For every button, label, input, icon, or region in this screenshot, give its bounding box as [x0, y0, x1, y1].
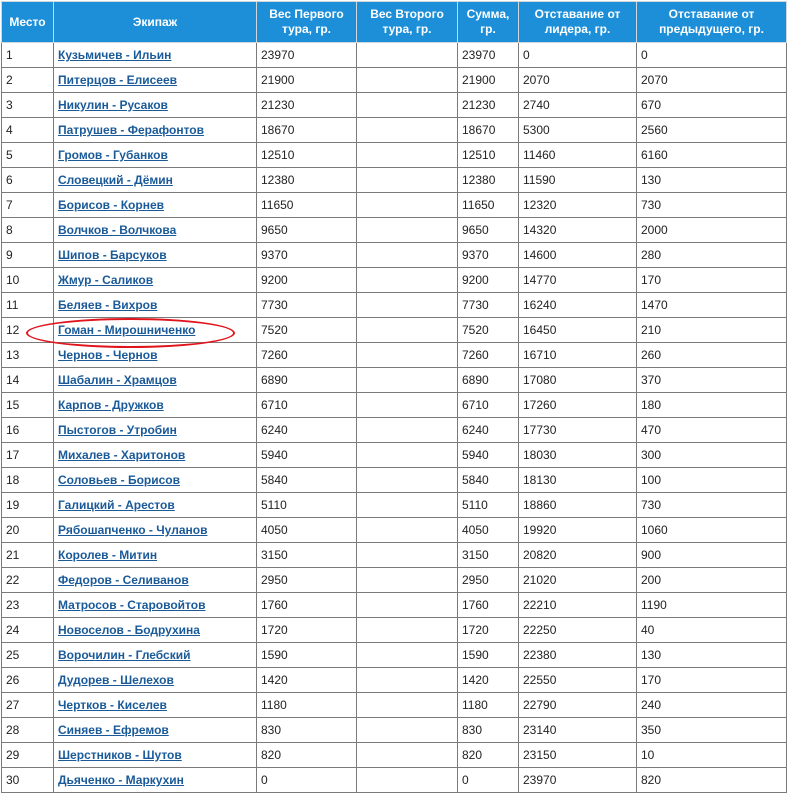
cell-weight-round-1: 3150 — [257, 543, 357, 568]
cell-gap-previous: 100 — [637, 468, 787, 493]
header-sum: Сумма, гр. — [458, 2, 519, 43]
cell-weight-round-1: 21900 — [257, 68, 357, 93]
cell-sum: 1420 — [458, 668, 519, 693]
cell-gap-previous: 10 — [637, 743, 787, 768]
table-row — [2, 318, 787, 343]
cell-weight-round-1: 820 — [257, 743, 357, 768]
cell-sum: 6890 — [458, 368, 519, 393]
cell-gap-previous: 1060 — [637, 518, 787, 543]
cell-weight-round-1: 830 — [257, 718, 357, 743]
cell-weight-round-1: 1590 — [257, 643, 357, 668]
crew-link[interactable]: Гоман - Мирошниченко — [58, 323, 196, 337]
crew-link[interactable]: Михалев - Харитонов — [58, 448, 186, 462]
crew-link[interactable]: Чернов - Чернов — [58, 348, 158, 362]
cell-sum: 21900 — [458, 68, 519, 93]
crew-link[interactable]: Новоселов - Бодрухина — [58, 623, 200, 637]
cell-crew — [54, 193, 257, 218]
cell-crew — [54, 118, 257, 143]
table-row — [2, 743, 787, 768]
cell-gap-previous: 370 — [637, 368, 787, 393]
results-table-container — [1, 1, 786, 793]
table-row — [2, 493, 787, 518]
cell-weight-round-2 — [357, 193, 458, 218]
table-row — [2, 543, 787, 568]
cell-weight-round-1: 5940 — [257, 443, 357, 468]
cell-weight-round-2 — [357, 668, 458, 693]
cell-crew — [54, 668, 257, 693]
cell-place: 12 — [2, 318, 54, 343]
cell-gap-previous: 240 — [637, 693, 787, 718]
table-row — [2, 368, 787, 393]
cell-gap-previous: 170 — [637, 268, 787, 293]
cell-crew — [54, 718, 257, 743]
cell-weight-round-1: 1720 — [257, 618, 357, 643]
cell-gap-previous: 350 — [637, 718, 787, 743]
cell-gap-previous: 260 — [637, 343, 787, 368]
cell-crew — [54, 268, 257, 293]
table-row — [2, 268, 787, 293]
cell-weight-round-1: 1760 — [257, 593, 357, 618]
table-row — [2, 443, 787, 468]
header-crew: Экипаж — [54, 2, 257, 43]
cell-place: 7 — [2, 193, 54, 218]
cell-sum: 12380 — [458, 168, 519, 193]
cell-sum: 18670 — [458, 118, 519, 143]
crew-link[interactable]: Чертков - Киселев — [58, 698, 167, 712]
cell-gap-previous: 6160 — [637, 143, 787, 168]
cell-weight-round-2 — [357, 543, 458, 568]
cell-weight-round-2 — [357, 443, 458, 468]
cell-gap-previous: 130 — [637, 643, 787, 668]
cell-weight-round-2 — [357, 468, 458, 493]
cell-place: 6 — [2, 168, 54, 193]
cell-weight-round-1: 5110 — [257, 493, 357, 518]
cell-place: 23 — [2, 593, 54, 618]
cell-sum: 6710 — [458, 393, 519, 418]
cell-gap-leader: 14600 — [519, 243, 637, 268]
crew-link[interactable]: Шабалин - Храмцов — [58, 373, 177, 387]
cell-gap-previous: 730 — [637, 193, 787, 218]
cell-crew — [54, 443, 257, 468]
crew-link[interactable]: Рябошапченко - Чуланов — [58, 523, 208, 537]
cell-weight-round-1: 6710 — [257, 393, 357, 418]
cell-weight-round-1: 7520 — [257, 318, 357, 343]
crew-link[interactable]: Шерстников - Шутов — [58, 748, 182, 762]
cell-weight-round-2 — [357, 143, 458, 168]
results-table — [1, 1, 787, 793]
cell-gap-leader: 18030 — [519, 443, 637, 468]
cell-weight-round-1: 2950 — [257, 568, 357, 593]
cell-weight-round-2 — [357, 368, 458, 393]
cell-weight-round-1: 6890 — [257, 368, 357, 393]
cell-weight-round-2 — [357, 643, 458, 668]
crew-link[interactable]: Дьяченко - Маркухин — [58, 773, 184, 787]
cell-gap-previous: 280 — [637, 243, 787, 268]
cell-sum: 7520 — [458, 318, 519, 343]
cell-crew — [54, 543, 257, 568]
cell-gap-leader: 23970 — [519, 768, 637, 793]
cell-weight-round-2 — [357, 418, 458, 443]
cell-place: 3 — [2, 93, 54, 118]
table-row — [2, 68, 787, 93]
cell-sum: 0 — [458, 768, 519, 793]
cell-gap-leader: 11590 — [519, 168, 637, 193]
cell-gap-leader: 22550 — [519, 668, 637, 693]
cell-place: 24 — [2, 618, 54, 643]
cell-place: 8 — [2, 218, 54, 243]
cell-place: 13 — [2, 343, 54, 368]
cell-weight-round-1: 1420 — [257, 668, 357, 693]
cell-weight-round-1: 23970 — [257, 43, 357, 68]
cell-crew — [54, 368, 257, 393]
cell-place: 22 — [2, 568, 54, 593]
cell-place: 18 — [2, 468, 54, 493]
cell-crew — [54, 93, 257, 118]
cell-weight-round-2 — [357, 93, 458, 118]
cell-gap-leader: 17730 — [519, 418, 637, 443]
table-row — [2, 768, 787, 793]
cell-sum: 11650 — [458, 193, 519, 218]
crew-link[interactable]: Волчков - Волчкова — [58, 223, 177, 237]
cell-gap-leader: 2740 — [519, 93, 637, 118]
cell-place: 17 — [2, 443, 54, 468]
crew-link[interactable]: Дудорев - Шелехов — [58, 673, 174, 687]
cell-sum: 9650 — [458, 218, 519, 243]
cell-weight-round-2 — [357, 293, 458, 318]
cell-place: 10 — [2, 268, 54, 293]
crew-link[interactable]: Ворочилин - Глебский — [58, 648, 191, 662]
cell-gap-leader: 18860 — [519, 493, 637, 518]
cell-weight-round-2 — [357, 768, 458, 793]
cell-gap-leader: 23140 — [519, 718, 637, 743]
cell-weight-round-2 — [357, 118, 458, 143]
cell-place: 1 — [2, 43, 54, 68]
cell-gap-previous: 1470 — [637, 293, 787, 318]
cell-crew — [54, 343, 257, 368]
cell-gap-previous: 300 — [637, 443, 787, 468]
crew-link[interactable]: Галицкий - Арестов — [58, 498, 175, 512]
cell-sum: 5840 — [458, 468, 519, 493]
cell-gap-leader: 16450 — [519, 318, 637, 343]
cell-crew — [54, 418, 257, 443]
cell-sum: 1590 — [458, 643, 519, 668]
cell-gap-leader: 18130 — [519, 468, 637, 493]
table-row — [2, 618, 787, 643]
cell-gap-previous: 730 — [637, 493, 787, 518]
cell-gap-leader: 22250 — [519, 618, 637, 643]
cell-crew — [54, 518, 257, 543]
cell-crew — [54, 393, 257, 418]
cell-gap-leader: 22790 — [519, 693, 637, 718]
cell-gap-leader: 19920 — [519, 518, 637, 543]
cell-gap-previous: 900 — [637, 543, 787, 568]
crew-link[interactable]: Беляев - Вихров — [58, 298, 158, 312]
cell-weight-round-1: 5840 — [257, 468, 357, 493]
cell-gap-leader: 11460 — [519, 143, 637, 168]
cell-crew — [54, 618, 257, 643]
header-gap-leader: Отставание от лидера, гр. — [519, 2, 637, 43]
cell-place: 25 — [2, 643, 54, 668]
cell-crew — [54, 643, 257, 668]
crew-link[interactable]: Жмур - Саликов — [58, 273, 154, 287]
cell-crew — [54, 218, 257, 243]
cell-gap-previous: 0 — [637, 43, 787, 68]
cell-weight-round-1: 1180 — [257, 693, 357, 718]
cell-gap-leader: 5300 — [519, 118, 637, 143]
cell-weight-round-2 — [357, 718, 458, 743]
table-row — [2, 468, 787, 493]
cell-sum: 4050 — [458, 518, 519, 543]
cell-place: 11 — [2, 293, 54, 318]
table-row — [2, 568, 787, 593]
table-row — [2, 193, 787, 218]
cell-crew — [54, 68, 257, 93]
cell-gap-previous: 1190 — [637, 593, 787, 618]
cell-place: 29 — [2, 743, 54, 768]
cell-weight-round-1: 0 — [257, 768, 357, 793]
cell-weight-round-2 — [357, 68, 458, 93]
cell-place: 16 — [2, 418, 54, 443]
cell-sum: 2950 — [458, 568, 519, 593]
table-row — [2, 693, 787, 718]
cell-sum: 3150 — [458, 543, 519, 568]
cell-weight-round-1: 12380 — [257, 168, 357, 193]
table-row — [2, 43, 787, 68]
crew-link[interactable]: Борисов - Корнев — [58, 198, 164, 212]
cell-sum: 6240 — [458, 418, 519, 443]
table-row — [2, 718, 787, 743]
cell-gap-leader: 2070 — [519, 68, 637, 93]
table-row — [2, 643, 787, 668]
cell-weight-round-1: 21230 — [257, 93, 357, 118]
cell-gap-leader: 16710 — [519, 343, 637, 368]
cell-weight-round-1: 4050 — [257, 518, 357, 543]
cell-sum: 1720 — [458, 618, 519, 643]
cell-gap-leader: 14320 — [519, 218, 637, 243]
cell-weight-round-2 — [357, 243, 458, 268]
table-body — [2, 43, 787, 793]
cell-place: 21 — [2, 543, 54, 568]
table-row — [2, 518, 787, 543]
crew-link[interactable]: Словецкий - Дёмин — [58, 173, 173, 187]
cell-crew — [54, 593, 257, 618]
cell-place: 9 — [2, 243, 54, 268]
cell-weight-round-1: 9650 — [257, 218, 357, 243]
cell-crew — [54, 493, 257, 518]
cell-gap-previous: 670 — [637, 93, 787, 118]
cell-weight-round-1: 11650 — [257, 193, 357, 218]
cell-sum: 7730 — [458, 293, 519, 318]
table-row — [2, 343, 787, 368]
cell-sum: 5940 — [458, 443, 519, 468]
cell-gap-previous: 40 — [637, 618, 787, 643]
cell-place: 2 — [2, 68, 54, 93]
header-weight-round-2: Вес Второго тура, гр. — [357, 2, 458, 43]
table-row — [2, 668, 787, 693]
cell-weight-round-2 — [357, 218, 458, 243]
cell-place: 5 — [2, 143, 54, 168]
table-row — [2, 243, 787, 268]
cell-weight-round-2 — [357, 518, 458, 543]
cell-place: 19 — [2, 493, 54, 518]
crew-link[interactable]: Патрушев - Ферафонтов — [58, 123, 205, 137]
cell-gap-leader: 0 — [519, 43, 637, 68]
table-header-row — [2, 2, 787, 43]
cell-weight-round-2 — [357, 593, 458, 618]
cell-weight-round-1: 18670 — [257, 118, 357, 143]
cell-sum: 5110 — [458, 493, 519, 518]
crew-link[interactable]: Синяев - Ефремов — [58, 723, 169, 737]
cell-sum: 830 — [458, 718, 519, 743]
cell-weight-round-2 — [357, 168, 458, 193]
crew-link[interactable]: Соловьев - Борисов — [58, 473, 181, 487]
cell-weight-round-2 — [357, 43, 458, 68]
cell-gap-leader: 12320 — [519, 193, 637, 218]
cell-crew — [54, 243, 257, 268]
cell-weight-round-2 — [357, 618, 458, 643]
cell-gap-previous: 820 — [637, 768, 787, 793]
cell-weight-round-2 — [357, 393, 458, 418]
cell-sum: 21230 — [458, 93, 519, 118]
cell-weight-round-2 — [357, 568, 458, 593]
cell-place: 15 — [2, 393, 54, 418]
cell-place: 20 — [2, 518, 54, 543]
crew-link[interactable]: Кузьмичев - Ильин — [58, 48, 172, 62]
table-row — [2, 593, 787, 618]
crew-link[interactable]: Никулин - Русаков — [58, 98, 168, 112]
cell-weight-round-1: 12510 — [257, 143, 357, 168]
cell-weight-round-2 — [357, 268, 458, 293]
cell-gap-leader: 14770 — [519, 268, 637, 293]
cell-gap-leader: 22210 — [519, 593, 637, 618]
cell-place: 30 — [2, 768, 54, 793]
cell-gap-leader: 23150 — [519, 743, 637, 768]
cell-weight-round-1: 7260 — [257, 343, 357, 368]
cell-weight-round-2 — [357, 743, 458, 768]
crew-link[interactable]: Питерцов - Елисеев — [58, 73, 178, 87]
cell-gap-previous: 2000 — [637, 218, 787, 243]
cell-crew — [54, 693, 257, 718]
cell-gap-previous: 210 — [637, 318, 787, 343]
table-row — [2, 143, 787, 168]
cell-gap-leader: 16240 — [519, 293, 637, 318]
cell-sum: 1760 — [458, 593, 519, 618]
cell-sum: 12510 — [458, 143, 519, 168]
cell-crew — [54, 143, 257, 168]
cell-crew — [54, 768, 257, 793]
cell-crew — [54, 318, 257, 343]
cell-crew — [54, 168, 257, 193]
cell-crew — [54, 468, 257, 493]
cell-place: 27 — [2, 693, 54, 718]
cell-gap-previous: 2560 — [637, 118, 787, 143]
header-place: Место — [2, 2, 54, 43]
crew-link[interactable]: Федоров - Селиванов — [58, 573, 189, 587]
crew-link[interactable]: Матросов - Старовойтов — [58, 598, 206, 612]
cell-place: 4 — [2, 118, 54, 143]
cell-crew — [54, 293, 257, 318]
table-row — [2, 118, 787, 143]
cell-sum: 9370 — [458, 243, 519, 268]
cell-gap-previous: 130 — [637, 168, 787, 193]
cell-weight-round-1: 9200 — [257, 268, 357, 293]
cell-gap-previous: 170 — [637, 668, 787, 693]
cell-weight-round-2 — [357, 318, 458, 343]
cell-weight-round-2 — [357, 693, 458, 718]
cell-gap-leader: 21020 — [519, 568, 637, 593]
cell-gap-leader: 17260 — [519, 393, 637, 418]
cell-gap-previous: 470 — [637, 418, 787, 443]
crew-link[interactable]: Громов - Губанков — [58, 148, 168, 162]
table-row — [2, 293, 787, 318]
crew-link[interactable]: Пыстогов - Утробин — [58, 423, 177, 437]
cell-sum: 7260 — [458, 343, 519, 368]
crew-link[interactable]: Карпов - Дружков — [58, 398, 164, 412]
cell-weight-round-1: 9370 — [257, 243, 357, 268]
cell-weight-round-2 — [357, 343, 458, 368]
table-row — [2, 93, 787, 118]
cell-crew — [54, 568, 257, 593]
cell-weight-round-1: 6240 — [257, 418, 357, 443]
table-row — [2, 393, 787, 418]
crew-link[interactable]: Шипов - Барсуков — [58, 248, 167, 262]
cell-sum: 820 — [458, 743, 519, 768]
cell-sum: 9200 — [458, 268, 519, 293]
cell-place: 26 — [2, 668, 54, 693]
cell-weight-round-2 — [357, 493, 458, 518]
cell-crew — [54, 43, 257, 68]
cell-gap-leader: 20820 — [519, 543, 637, 568]
table-row — [2, 218, 787, 243]
header-gap-previous: Отставание от предыдущего, гр. — [637, 2, 787, 43]
cell-sum: 1180 — [458, 693, 519, 718]
table-row — [2, 418, 787, 443]
table-row — [2, 168, 787, 193]
crew-link[interactable]: Королев - Митин — [58, 548, 158, 562]
cell-gap-leader: 17080 — [519, 368, 637, 393]
header-weight-round-1: Вес Первого тура, гр. — [257, 2, 357, 43]
cell-gap-previous: 180 — [637, 393, 787, 418]
cell-weight-round-1: 7730 — [257, 293, 357, 318]
cell-gap-previous: 200 — [637, 568, 787, 593]
cell-crew — [54, 743, 257, 768]
cell-place: 28 — [2, 718, 54, 743]
cell-place: 14 — [2, 368, 54, 393]
cell-gap-previous: 2070 — [637, 68, 787, 93]
cell-gap-leader: 22380 — [519, 643, 637, 668]
cell-sum: 23970 — [458, 43, 519, 68]
